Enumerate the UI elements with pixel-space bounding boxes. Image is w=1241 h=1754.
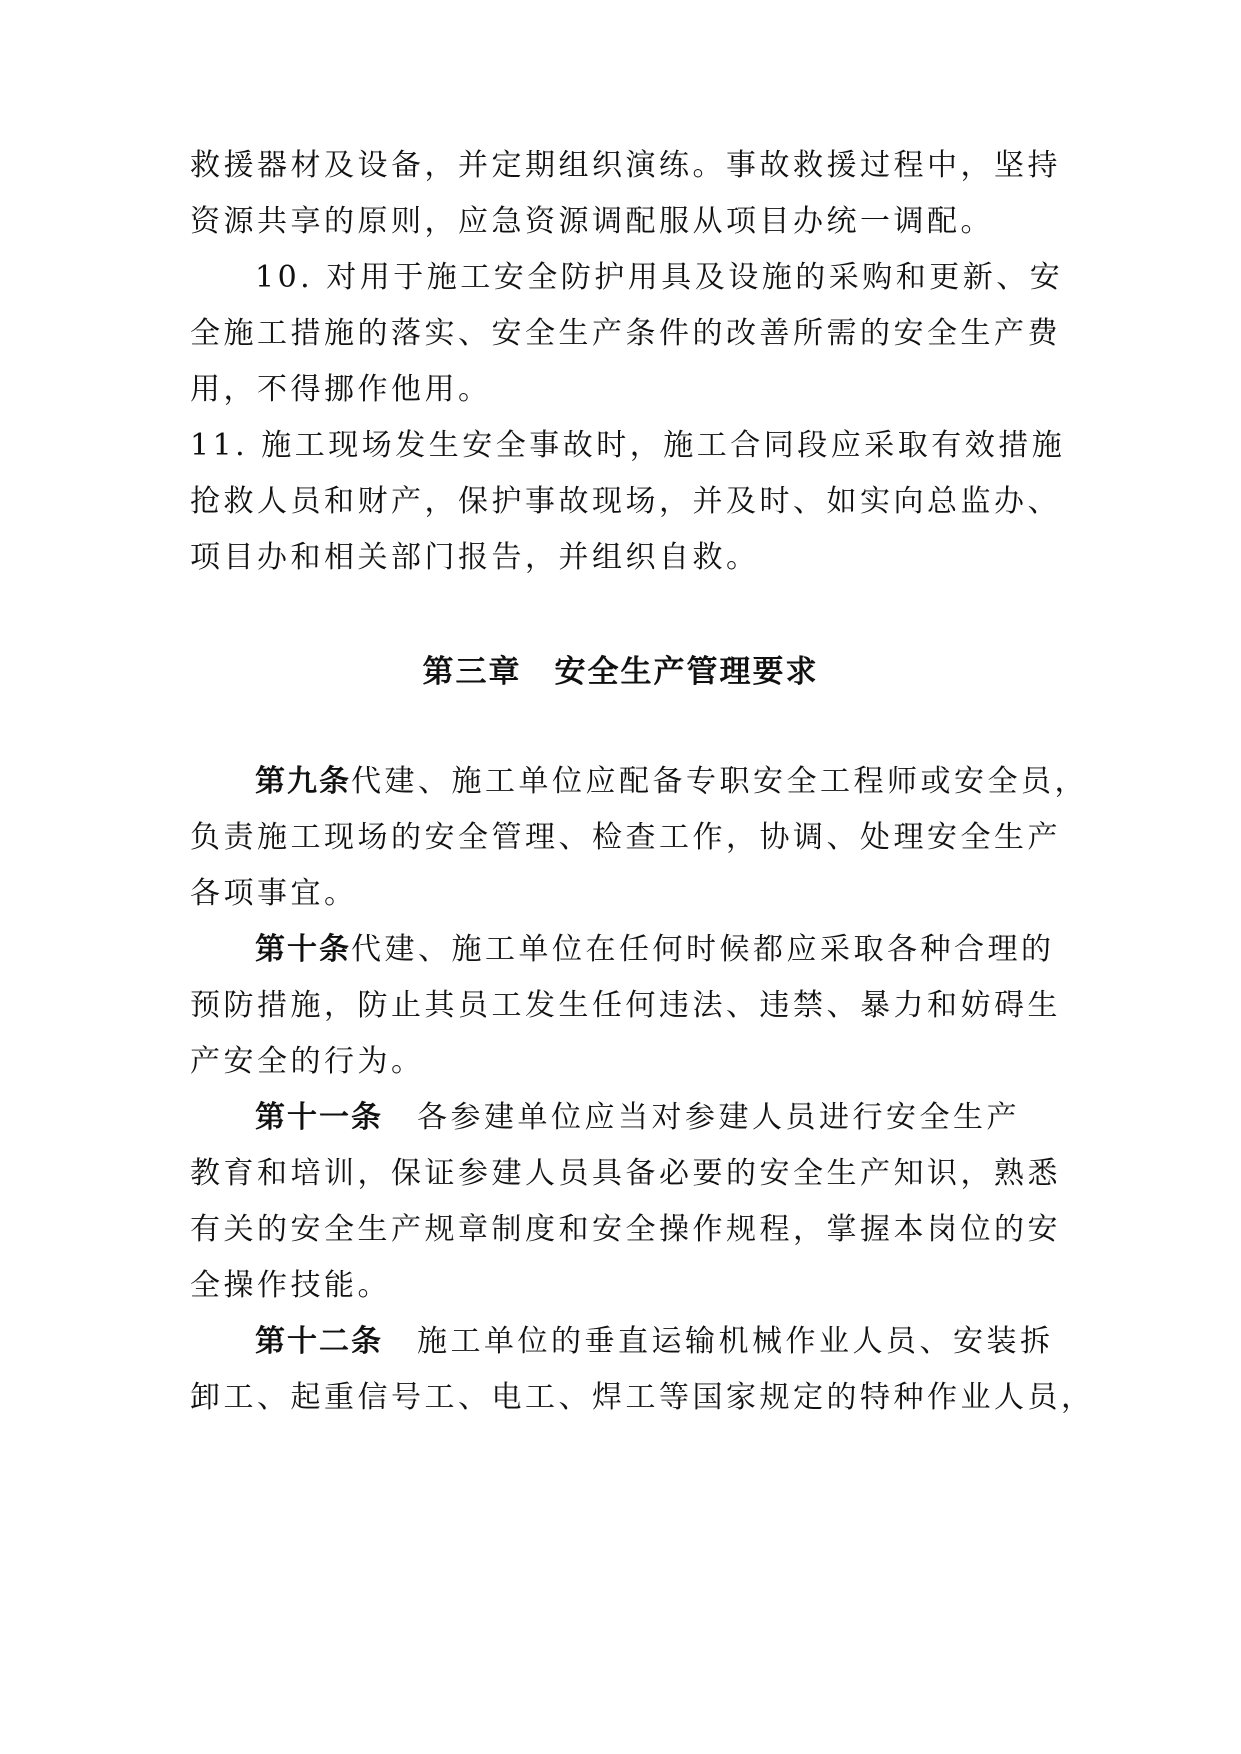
article-11-title: 第十一条 [255,1100,383,1135]
article-11-line: 有关的安全生产规章制度和安全操作规程，掌握本岗位的安 [190,1212,1061,1247]
item-11-line: 抢救人员和财产，保护事故现场，并及时、如实向总监办、 [190,484,1061,519]
article-10-line [255,932,1055,968]
paragraph-line: 资源共享的原则，应急资源调配服从项目办统一调配。 [190,204,994,239]
article-9-title: 第九条 [255,764,351,799]
item-10-line: 10. 对用于施工安全防护用具及设施的采购和更新、安 [255,260,1064,295]
article-12-title: 第十二条 [255,1324,383,1359]
article-10-text: 代建、施工单位在任何时候都应采取各种合理的 [351,932,1055,967]
article-11-text: 各参建单位应当对参建人员进行安全生产 [417,1100,1020,1135]
item-10-line: 全施工措施的落实、安全生产条件的改善所需的安全生产费 [190,316,1061,351]
article-12-line: 卸工、起重信号工、电工、焊工等国家规定的特种作业人员， [190,1380,1095,1415]
article-11-line: 教育和培训，保证参建人员具备必要的安全生产知识，熟悉 [190,1156,1061,1191]
item-11-line: 11. 施工现场发生安全事故时，施工合同段应采取有效措施 [190,428,1066,463]
item-11-line: 项目办和相关部门报告，并组织自救。 [190,540,760,575]
chapter-heading: 第三章 安全生产管理要求 [422,654,819,690]
article-11-line [255,1100,1020,1136]
article-12-text: 施工单位的垂直运输机械作业人员、安装拆 [417,1324,1054,1359]
article-10-line: 预防措施，防止其员工发生任何违法、违禁、暴力和妨碍生 [190,988,1061,1023]
article-9-line: 负责施工现场的安全管理、检查工作，协调、处理安全生产 [190,820,1061,855]
item-10-line: 用，不得挪作他用。 [190,372,492,407]
article-9-line [255,764,1088,800]
paragraph-line: 救援器材及设备，并定期组织演练。事故救援过程中，坚持 [190,148,1061,183]
article-10-title: 第十条 [255,932,351,967]
article-10-line: 产安全的行为。 [190,1044,425,1079]
article-9-text: 代建、施工单位应配备专职安全工程师或安全员， [351,764,1088,799]
article-12-line [255,1324,1054,1360]
article-9-line: 各项事宜。 [190,876,358,911]
article-11-line: 全操作技能。 [190,1268,391,1303]
